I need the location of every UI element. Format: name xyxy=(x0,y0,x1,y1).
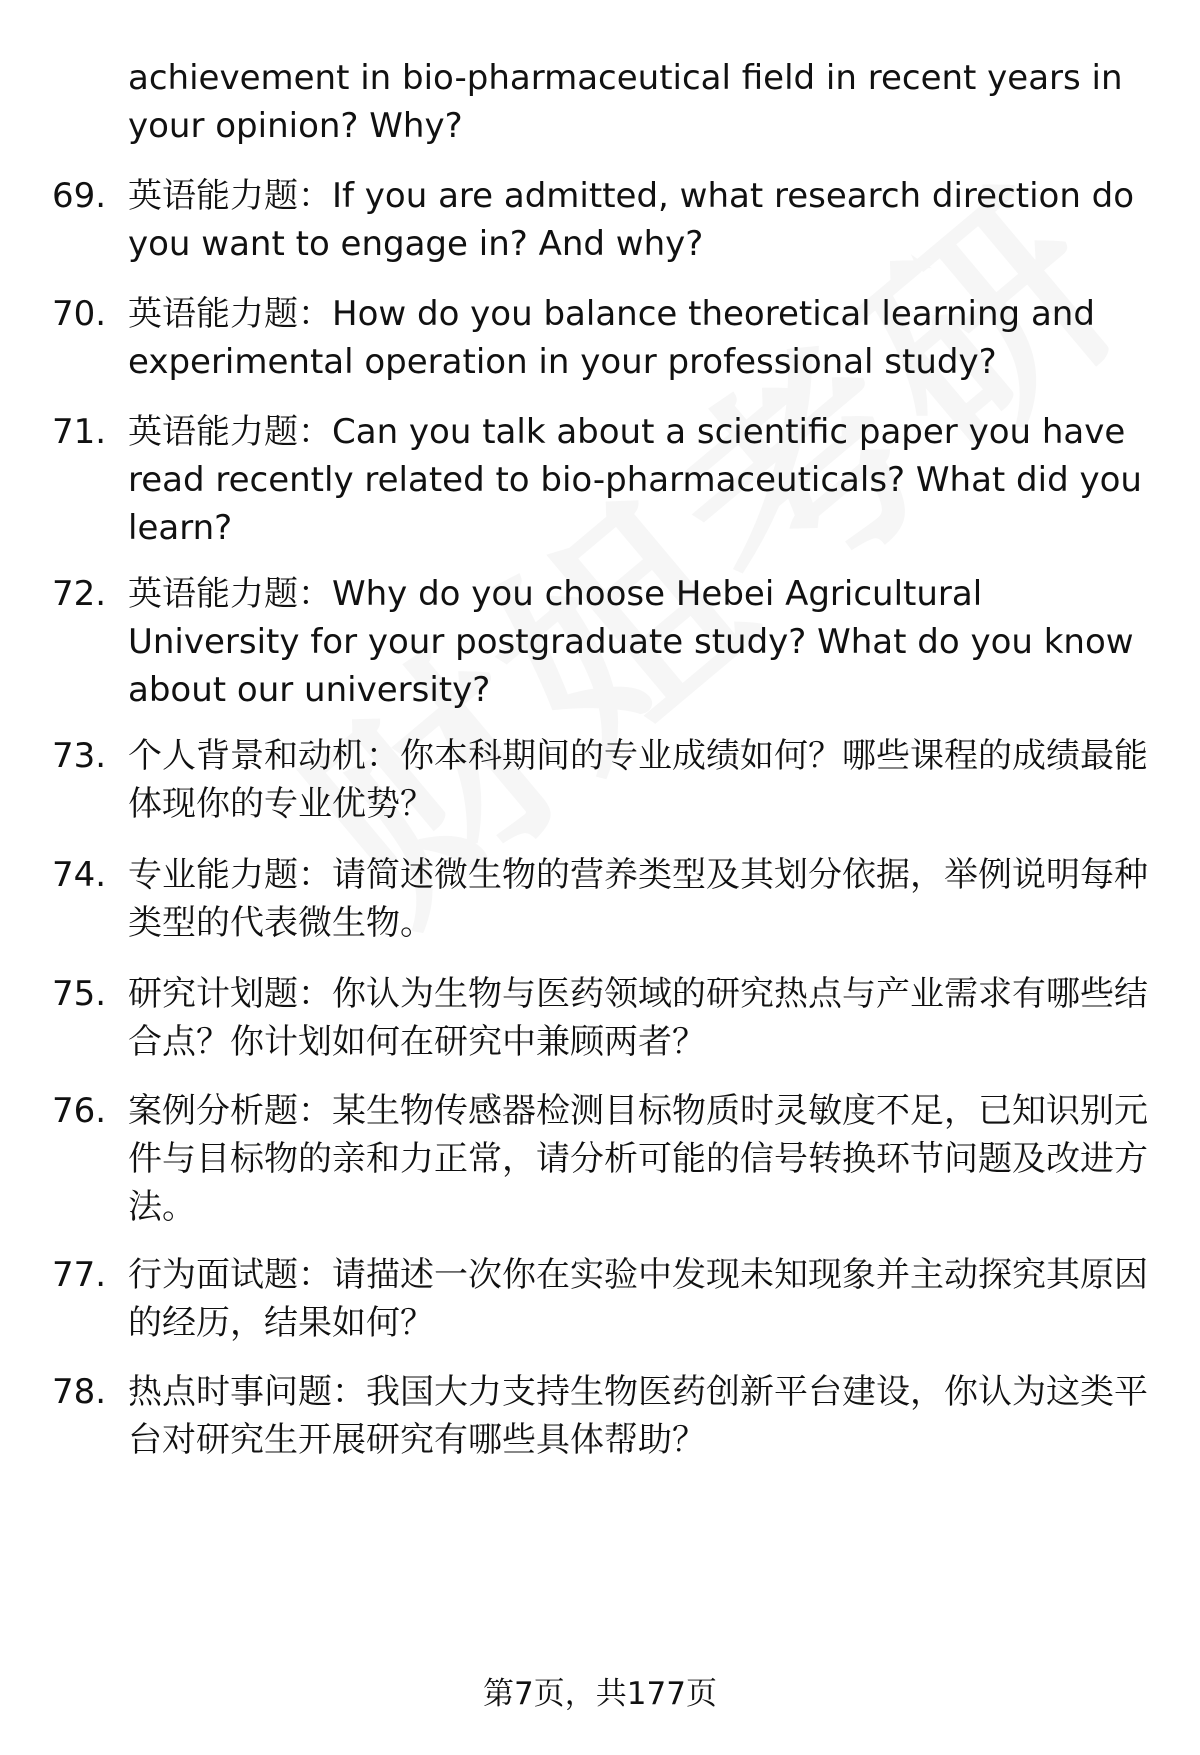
question-text: 热点时事问题：我国大力支持生物医药创新平台建设，你认为这类平台对研究生开展研究有哪些具体帮助？ xyxy=(128,1372,1148,1460)
question-text: 英语能力题：Can you talk about a scientific paper you have read recently related to bio-pharmaceuticals? What did you learn? xyxy=(128,412,1142,548)
question-number: 73. xyxy=(52,736,107,776)
question-text: 英语能力题：If you are admitted, what research direction do you want to engage in? And why? xyxy=(128,176,1135,264)
question-number: 72. xyxy=(52,574,107,614)
question-text: 专业能力题：请简述微生物的营养类型及其划分依据，举例说明每种类型的代表微生物。 xyxy=(128,855,1148,943)
question-number: 71. xyxy=(52,412,107,452)
question-number: 75. xyxy=(52,974,107,1014)
question-number: 77. xyxy=(52,1255,107,1295)
page-footer: 第7页，共177页 xyxy=(483,1676,717,1712)
question-text: 研究计划题：你认为生物与医药领域的研究热点与产业需求有哪些结合点？你计划如何在研究中兼顾两者？ xyxy=(128,974,1148,1062)
question-number: 78. xyxy=(52,1372,107,1412)
question-text: 行为面试题：请描述一次你在实验中发现未知现象并主动探究其原因的经历，结果如何？ xyxy=(128,1255,1148,1343)
question-text: 个人背景和动机：你本科期间的专业成绩如何？哪些课程的成绩最能体现你的专业优势？ xyxy=(128,736,1148,824)
continuation-text: achievement in bio-pharmaceutical field in recent years in your opinion? Why? xyxy=(128,58,1123,146)
question-number: 74. xyxy=(52,855,107,895)
question-text: 案例分析题：某生物传感器检测目标物质时灵敏度不足，已知识别元件与目标物的亲和力正常，请分析可能的信号转换环节问题及改进方法。 xyxy=(128,1091,1148,1227)
question-number: 76. xyxy=(52,1091,107,1131)
question-text: 英语能力题：Why do you choose Hebei Agricultural University for your postgraduate study? What do you know about our university? xyxy=(128,574,1134,710)
question-text: 英语能力题：How do you balance theoretical learning and experimental operation in your professional study? xyxy=(128,294,1095,382)
question-number: 70. xyxy=(52,294,107,334)
question-number: 69. xyxy=(52,176,107,216)
